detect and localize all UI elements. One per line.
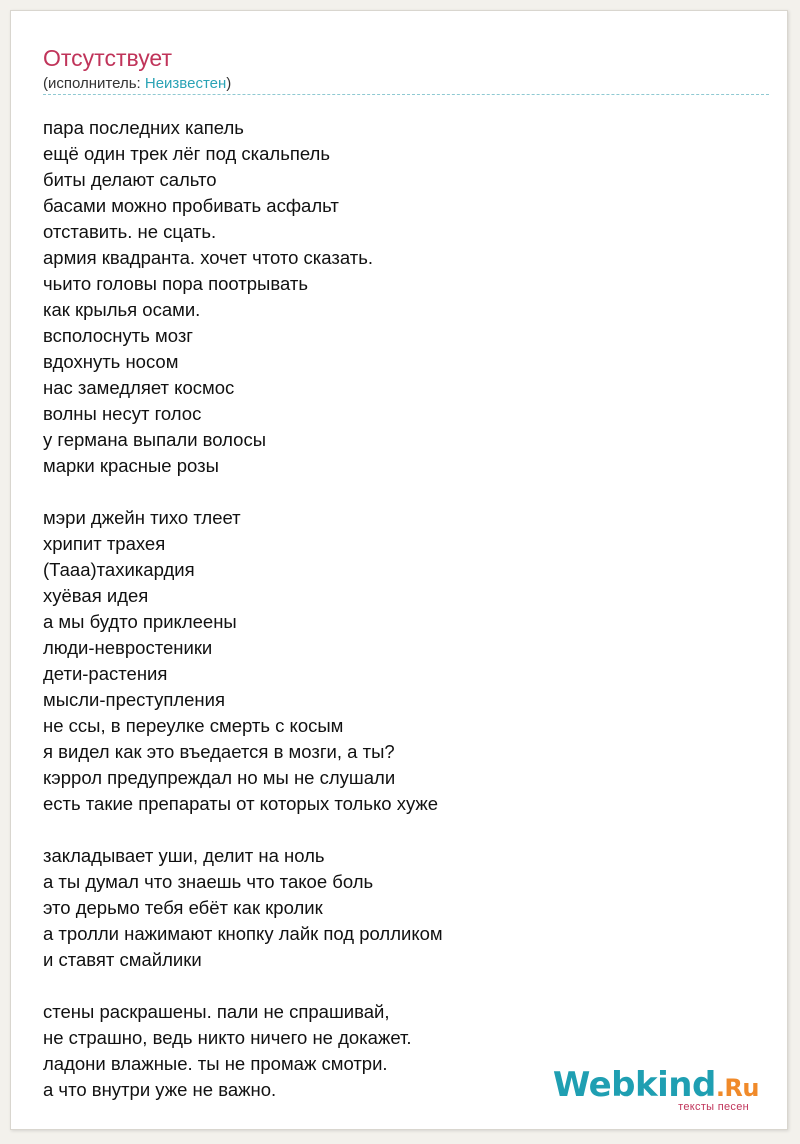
lyric-line: чьито головы пора поотрывать — [43, 273, 308, 294]
lyric-line: дети-растения — [43, 663, 168, 684]
lyric-line: мэри джейн тихо тлеет — [43, 507, 241, 528]
lyric-line: стены раскрашены. пали не спрашивай, — [43, 1001, 390, 1022]
lyric-line: закладывает уши, делит на ноль — [43, 845, 325, 866]
lyric-line: хрипит трахея — [43, 533, 166, 554]
lyric-line: а мы будто приклеены — [43, 611, 237, 632]
lyric-line: есть такие препараты от которых только хуже — [43, 793, 439, 814]
lyric-line: отставить. не сцать. — [43, 221, 217, 242]
lyric-line: а тролли нажимают кнопку лайк под ролликом — [43, 923, 443, 944]
lyric-line: у германа выпали волосы — [43, 429, 267, 450]
logo-domain: .Ru — [715, 1074, 759, 1102]
lyric-line: ладони влажные. ты не промаж смотри. — [43, 1053, 388, 1074]
logo-tagline: тексты песен — [678, 1101, 749, 1113]
webkind-logo[interactable] — [552, 1065, 771, 1117]
lyrics-body — [43, 115, 763, 1103]
lyric-line: не страшно, ведь никто ничего не докажет. — [43, 1027, 412, 1048]
lyric-line: я видел как это въедается в мозги, а ты? — [43, 741, 395, 762]
stanza-break — [43, 973, 763, 999]
lyric-line: хуёвая идея — [43, 585, 149, 606]
lyric-line: кэррол предупреждал но мы не слушали — [43, 767, 396, 788]
lyric-line: волны несут голос — [43, 403, 202, 424]
lyric-line: а что внутри уже не важно. — [43, 1079, 277, 1100]
lyric-line: пара последних капель — [43, 117, 244, 138]
lyric-line: а ты думал что знаешь что такое боль — [43, 871, 374, 892]
artist-suffix: ) — [226, 75, 232, 92]
lyric-line: ещё один трек лёг под скальпель — [43, 143, 330, 164]
artist-prefix: (исполнитель: — [43, 75, 145, 92]
title-divider — [43, 94, 769, 95]
lyric-line: не ссы, в переулке смерть с косым — [43, 715, 344, 736]
lyrics-page — [10, 10, 788, 1130]
stanza-break — [43, 817, 763, 843]
lyric-line: всполоснуть мозг — [43, 325, 194, 346]
lyric-line: вдохнуть носом — [43, 351, 179, 372]
lyric-line: (Тааа)тахикардия — [43, 559, 195, 580]
song-title: Отсутствует — [43, 45, 172, 71]
stanza-break — [43, 479, 763, 505]
lyric-line: это дерьмо тебя ебёт как кролик — [43, 897, 323, 918]
lyric-line: биты делают сальто — [43, 169, 217, 190]
lyric-line: как крылья осами. — [43, 299, 201, 320]
lyric-line: басами можно пробивать асфальт — [43, 195, 339, 216]
logo-brand: Webkind — [552, 1065, 716, 1105]
lyric-line: армия квадранта. хочет чтото сказать. — [43, 247, 373, 268]
lyric-line: мысли-преступления — [43, 689, 226, 710]
lyric-line: люди-невростеники — [43, 637, 213, 658]
lyric-line: нас замедляет космос — [43, 377, 235, 398]
lyric-line: марки красные розы — [43, 455, 219, 476]
artist-link[interactable]: Неизвестен — [144, 75, 227, 92]
lyric-line: и ставят смайлики — [43, 949, 202, 970]
artist-line — [43, 74, 231, 94]
